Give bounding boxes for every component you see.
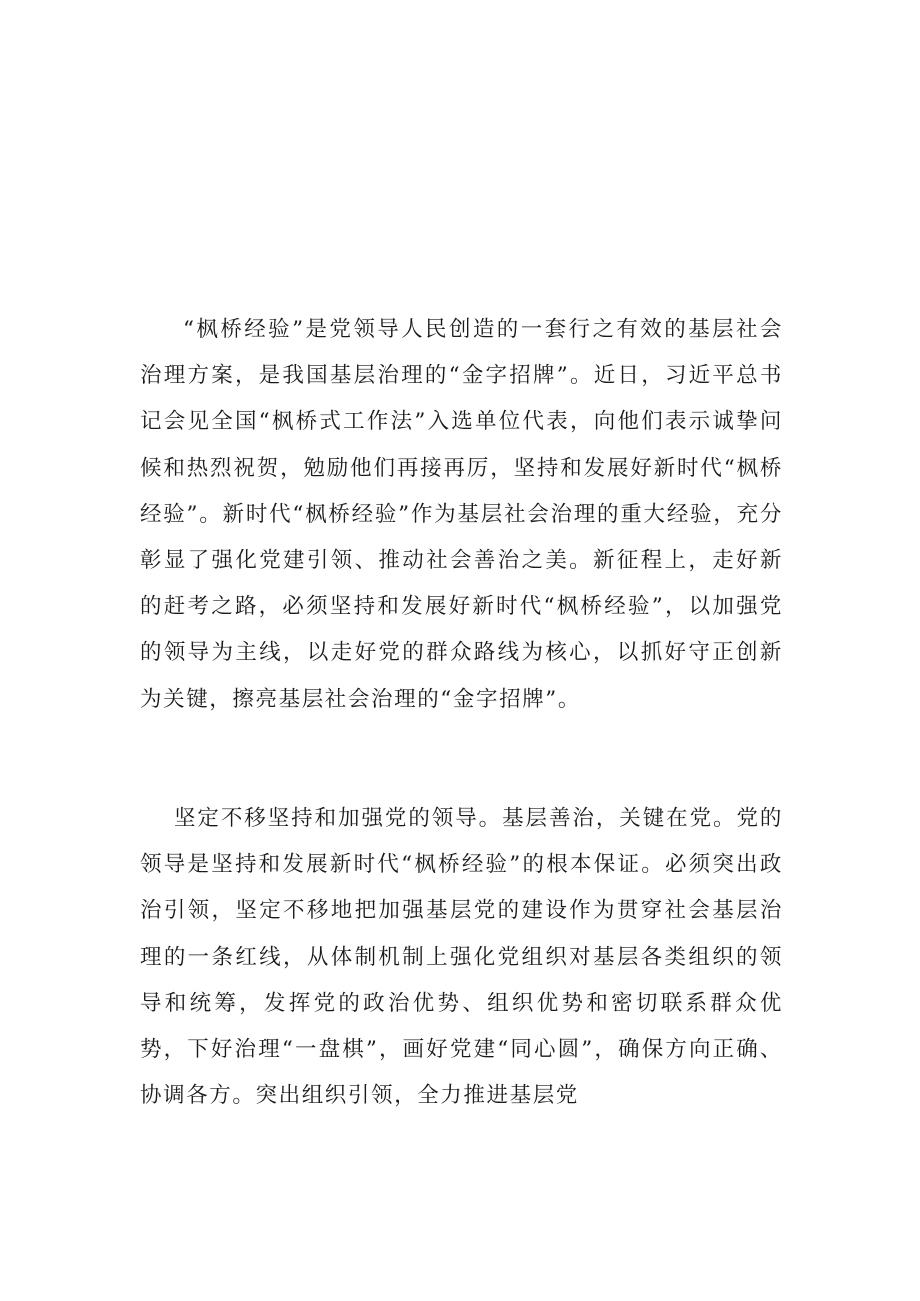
- paragraph-party-leadership: 坚定不移坚持和加强党的领导。基层善治，关键在党。党的领导是坚持和发展新时代“枫桥经验”的根本保证。必须突出政治引领，坚定不移地把加强基层党的建设作为贯穿社会基层治理的一条红线，从体制机制上强化党组织对基层各类组织的领导和统筹，发挥党的政治优势、组织优势和密切联系群众优势，下好治理“一盘棋”，画好党建“同心圆”，确保方向正确、协调各方。突出组织引领，全力推进基层党: [140, 806, 783, 1109]
- paragraph-intro: “枫桥经验”是党领导人民创造的一套行之有效的基层社会治理方案，是我国基层治理的“金字招牌”。近日，习近平总书记会见全国“枫桥式工作法”入选单位代表，向他们表示诚挚问候和热烈祝贺，勉励他们再接再厉，坚持和发展好新时代“枫桥经验”。新时代“枫桥经验”作为基层社会治理的重大经验，充分彰显了强化党建引领、推动社会善治之美。新征程上，走好新的赶考之路，必须坚持和发展好新时代“枫桥经验”，以加强党的领导为主线，以走好党的群众路线为核心，以抓好守正创新为关键，擦亮基层社会治理的“金字招牌”。: [140, 317, 783, 712]
